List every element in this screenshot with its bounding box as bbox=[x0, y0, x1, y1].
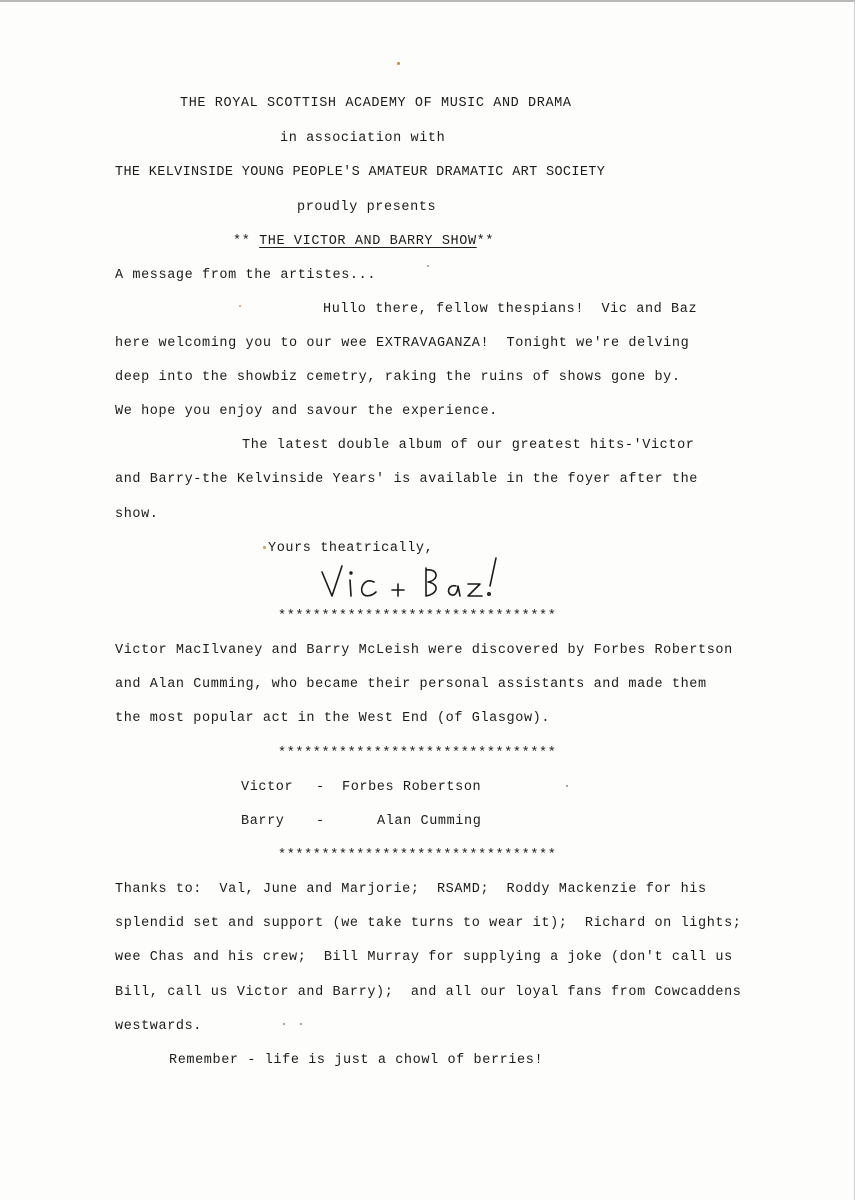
header-presents: proudly presents bbox=[297, 200, 437, 215]
message-line: and Barry-the Kelvinside Years' is available in the foyer after the bbox=[115, 472, 698, 487]
paper-speck bbox=[300, 1023, 302, 1025]
thanks-line: splendid set and support (we take turns to wear it); Richard on lights; bbox=[115, 916, 742, 931]
thanks-line: westwards. bbox=[115, 1019, 203, 1034]
bio-line: and Alan Cumming, who became their personal assistants and made them bbox=[115, 677, 707, 692]
cast-dash: - bbox=[316, 780, 325, 795]
cast-actor: Alan Cumming bbox=[377, 814, 482, 829]
signature bbox=[318, 554, 518, 604]
thanks-line: wee Chas and his crew; Bill Murray for supplying a joke (don't call us bbox=[115, 950, 733, 965]
header-society: THE KELVINSIDE YOUNG PEOPLE'S AMATEUR DRAMATIC ART SOCIETY bbox=[115, 165, 606, 180]
message-line: deep into the showbiz cemetry, raking the ruins of shows gone by. bbox=[115, 370, 681, 385]
message-line: here welcoming you to our wee EXTRAVAGANZA! Tonight we're delving bbox=[115, 336, 690, 351]
title-suffix: ** bbox=[476, 234, 495, 249]
signature-drawing bbox=[322, 558, 496, 596]
show-title bbox=[233, 233, 494, 251]
title-text: THE VICTOR AND BARRY SHOW bbox=[259, 234, 477, 249]
message-line: show. bbox=[115, 507, 159, 522]
divider: ******************************** bbox=[278, 746, 557, 761]
closing: Yours theatrically, bbox=[268, 541, 434, 556]
cast-dash: - bbox=[316, 814, 325, 829]
message-heading: A message from the artistes... bbox=[115, 268, 377, 283]
paper-speck bbox=[397, 62, 400, 65]
cast-role: Victor bbox=[241, 780, 294, 795]
paper-speck bbox=[263, 546, 266, 549]
thanks-line: Bill, call us Victor and Barry); and all our loyal fans from Cowcaddens bbox=[115, 985, 742, 1000]
divider: ******************************** bbox=[278, 848, 557, 863]
paper-speck bbox=[239, 305, 241, 307]
message-line: The latest double album of our greatest hits-'Victor bbox=[242, 438, 695, 453]
footer-remember: Remember - life is just a chowl of berries! bbox=[169, 1053, 544, 1068]
divider: ******************************** bbox=[278, 609, 557, 624]
header-association: in association with bbox=[280, 131, 446, 146]
title-prefix: ** bbox=[233, 234, 260, 249]
paper-speck bbox=[566, 785, 568, 787]
paper-speck bbox=[427, 265, 429, 267]
bio-line: Victor MacIlvaney and Barry McLeish were discovered by Forbes Robertson bbox=[115, 643, 733, 658]
header-academy: THE ROYAL SCOTTISH ACADEMY OF MUSIC AND DRAMA bbox=[180, 96, 572, 111]
cast-actor: Forbes Robertson bbox=[342, 780, 482, 795]
paper-speck bbox=[283, 1023, 285, 1025]
thanks-line: Thanks to: Val, June and Marjorie; RSAMD; Roddy Mackenzie for his bbox=[115, 882, 707, 897]
cast-role: Barry bbox=[241, 814, 285, 829]
message-line: We hope you enjoy and savour the experience. bbox=[115, 404, 498, 419]
bio-line: the most popular act in the West End (of Glasgow). bbox=[115, 711, 551, 726]
message-line: Hullo there, fellow thespians! Vic and Baz bbox=[323, 302, 698, 317]
